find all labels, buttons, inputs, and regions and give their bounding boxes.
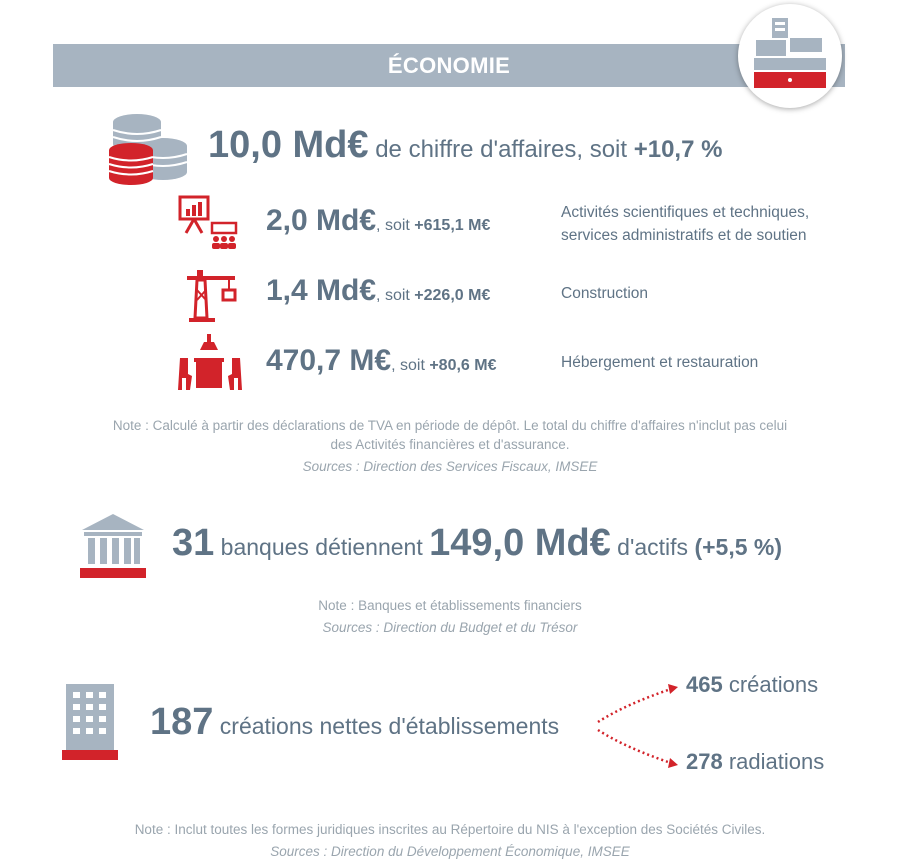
creations-value: 465 [686, 672, 723, 697]
sector-label-line: Hébergement et restauration [561, 354, 759, 371]
banks-count: 31 [172, 522, 215, 564]
sector-change: +80,6 M€ [429, 357, 497, 374]
source-line-2: Sources : Direction du Budget et du Trésor [322, 620, 578, 635]
banks-assets: 149,0 Md€ [429, 522, 611, 564]
establishments-count: 187 [150, 701, 214, 743]
note-line: des Activités financières et d'assurance. [330, 437, 570, 452]
coins-icon [107, 110, 191, 188]
establishments-line [150, 701, 559, 744]
sector-label-2 [561, 282, 648, 305]
sector-change: +615,1 M€ [414, 217, 491, 234]
turnover-change: +10,7 % [633, 136, 723, 163]
note-line-2: Note : Banques et établissements financiers [318, 598, 582, 613]
turnover-text: de chiffre d'affaires, soit [368, 136, 634, 163]
radiations-label: radiations [722, 749, 825, 774]
sector-value: 1,4 Md€ [266, 274, 377, 307]
header-badge [738, 4, 842, 108]
note-line: Note : Calculé à partir des déclarations de TVA en période de dépôt. Le total du chiffre d'affaires n'inclut pas celui [112, 418, 788, 433]
source-line-3: Sources : Direction du Développement Économique, IMSEE [270, 844, 630, 859]
banks-change: (+5,5 %) [694, 534, 783, 560]
page-title: ÉCONOMIE [387, 53, 511, 78]
sector-soit: , soit [376, 217, 415, 234]
turnover-value: 10,0 Md€ [208, 124, 369, 166]
radiations-value: 278 [686, 749, 723, 774]
sector-label-line: services administratifs et de soutien [561, 227, 807, 244]
sector-label-line: Construction [561, 285, 649, 302]
sector-label-1 [561, 201, 809, 247]
source-line-1: Sources : Direction des Services Fiscaux, IMSEE [302, 459, 598, 474]
establishments-text: créations nettes d'établissements [213, 713, 560, 739]
sector-change: +226,0 M€ [414, 287, 491, 304]
sector-value: 2,0 Md€ [266, 204, 377, 237]
sector-row-1 [266, 204, 490, 238]
arrow-down [598, 730, 674, 764]
turnover-line [208, 124, 722, 167]
sector-row-3 [266, 344, 496, 378]
creations-label: créations [722, 672, 819, 697]
building-icon [62, 684, 118, 760]
note-line-3: Note : Inclut toutes les formes juridiques inscrites au Répertoire du NIS à l'exception des Sociétés Civiles. [134, 822, 766, 837]
sector-label-line: Activités scientifiques et techniques, [561, 204, 810, 221]
sector-soit: , soit [391, 357, 430, 374]
banks-text2: d'actifs [610, 534, 695, 560]
sector-label-3 [561, 351, 758, 374]
note-block-1 [40, 416, 860, 454]
split-arrows [596, 684, 686, 774]
presentation-icon [178, 195, 242, 253]
arrow-up [598, 688, 674, 722]
bank-icon [78, 512, 148, 578]
sector-value: 470,7 M€ [266, 344, 392, 377]
radiations-line [686, 749, 824, 775]
banks-line [172, 522, 782, 565]
restaurant-icon [178, 334, 242, 394]
cash-register-icon [738, 4, 842, 108]
sector-row-2 [266, 274, 490, 308]
crane-icon [183, 266, 239, 322]
sector-soit: , soit [376, 287, 415, 304]
banks-text: banques détiennent [214, 534, 430, 560]
creations-line [686, 672, 818, 698]
